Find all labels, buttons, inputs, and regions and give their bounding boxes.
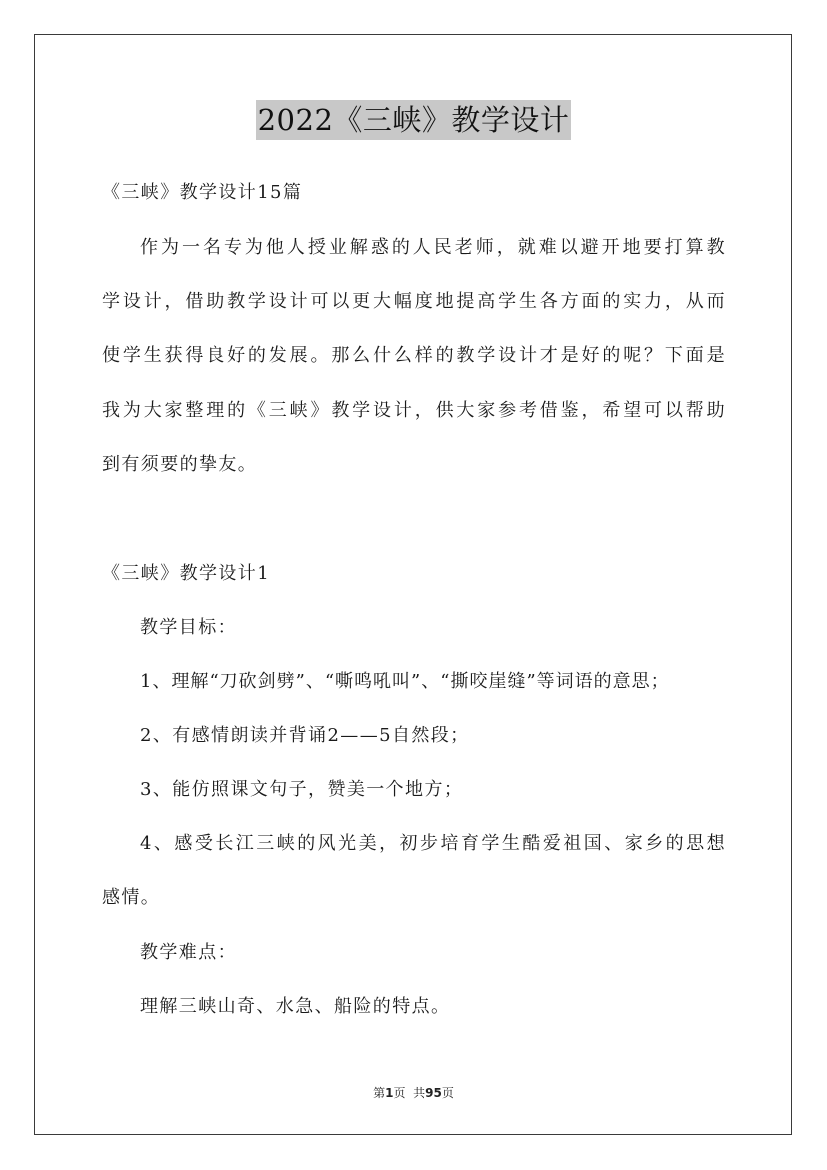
footer-total-pages: 95 <box>425 1086 442 1100</box>
goals-label: 教学目标： <box>140 617 237 638</box>
intro-line-4: 我为大家整理的《三峡》教学设计，供大家参考借鉴，希望可以帮助 <box>102 400 726 421</box>
difficulty-text: 理解三峡山奇、水急、船险的特点。 <box>140 996 451 1017</box>
footer-page-prefix: 第 <box>373 1086 386 1100</box>
footer-page-number: 1 <box>385 1086 394 1100</box>
goal-item-4: 4、感受长江三峡的风光美，初步培育学生酷爱祖国、家乡的思想 <box>140 833 726 854</box>
footer-total-suffix: 页 <box>441 1086 454 1100</box>
intro-line-3: 使学生获得良好的发展。那么什么样的教学设计才是好的呢？下面是 <box>102 345 726 366</box>
goal-item-1: 1、理解“刀砍剑劈”、“嘶鸣吼叫”、“撕咬崖缝”等词语的意思； <box>140 671 670 692</box>
section-heading: 《三峡》教学设计1 <box>102 563 271 584</box>
intro-line-1: 作为一名专为他人授业解惑的人民老师，就难以避开地要打算教 <box>140 237 726 258</box>
document-subtitle: 《三峡》教学设计15篇 <box>102 182 303 203</box>
goal-item-3: 3、能仿照课文句子，赞美一个地方； <box>140 779 464 800</box>
intro-line-2: 学设计，借助教学设计可以更大幅度地提高学生各方面的实力，从而 <box>102 291 726 312</box>
difficulty-label: 教学难点： <box>140 942 237 963</box>
footer-total-prefix: 共 <box>413 1086 426 1100</box>
goal-item-4-continued: 感情。 <box>102 887 161 908</box>
footer-page-suffix: 页 <box>393 1086 406 1100</box>
title-container <box>0 100 827 140</box>
page-footer <box>0 1084 827 1101</box>
intro-line-5: 到有须要的挚友。 <box>102 454 258 475</box>
document-title: 2022《三峡》教学设计 <box>256 100 572 140</box>
goal-item-2: 2、有感情朗读并背诵2——5自然段； <box>140 725 470 746</box>
